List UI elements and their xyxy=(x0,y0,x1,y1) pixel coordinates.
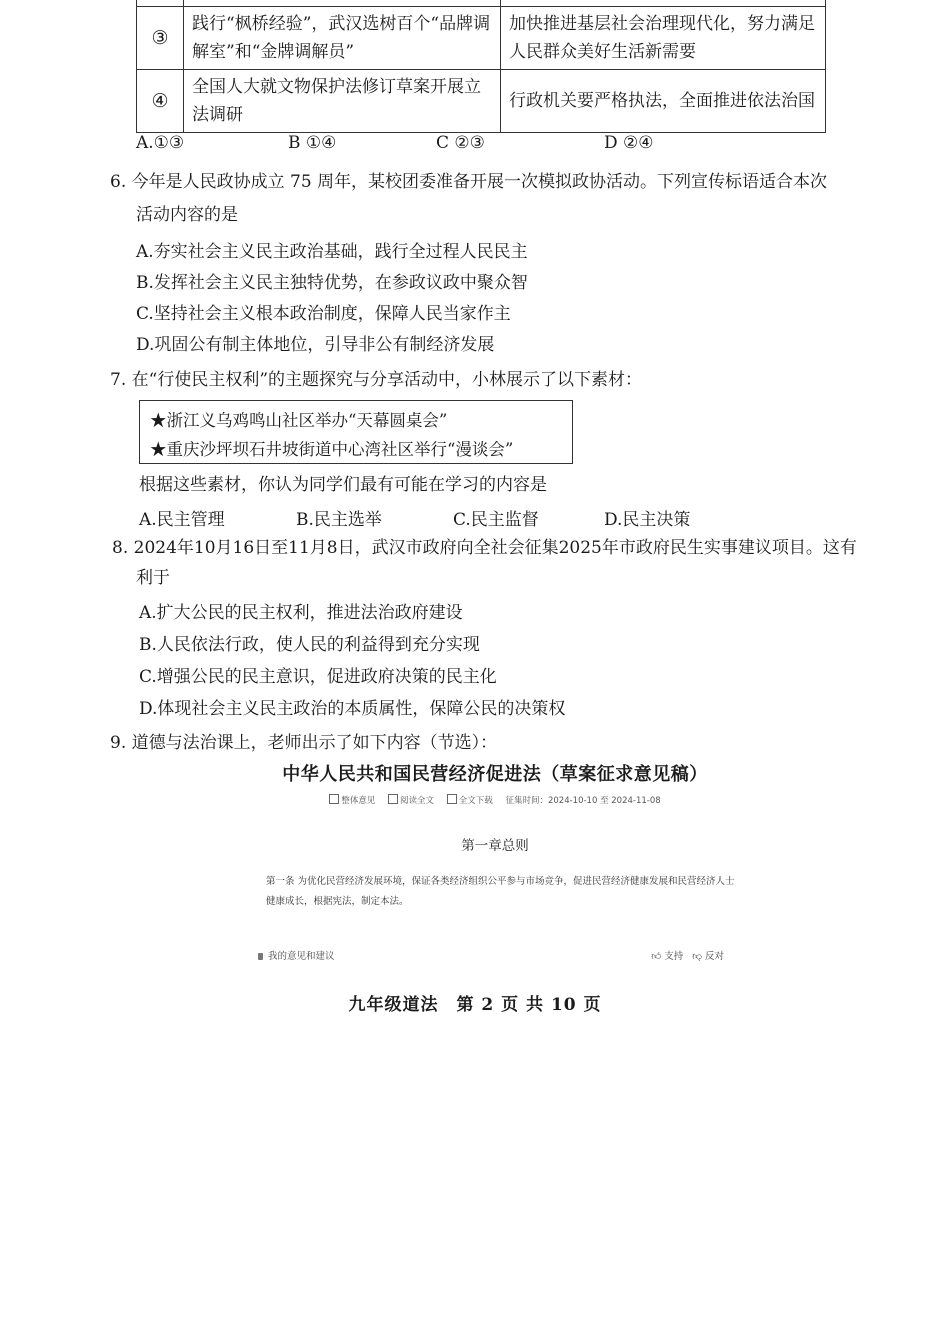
law-chapter-heading: 第一章总则 xyxy=(461,838,529,854)
options-table xyxy=(136,0,826,133)
table-row xyxy=(137,7,826,70)
q7-option-d: D.民主决策 xyxy=(604,510,691,530)
q7-option-c: C.民主监督 xyxy=(453,510,539,530)
download-link[interactable]: 全文下载 xyxy=(447,796,493,806)
list-icon xyxy=(388,794,398,804)
collection-period: 征集时间：2024-10-10 至 2024-11-08 xyxy=(505,796,661,806)
q7-option-b: B.民主选举 xyxy=(296,510,382,530)
q7-ask: 根据这些素材，你认为同学们最有可能在学习的内容是 xyxy=(139,475,547,495)
q7-material-box xyxy=(139,400,573,464)
q8-option-d: D.体现社会主义民主政治的本质属性，保障公民的决策权 xyxy=(139,699,566,719)
row-material: 践行“枫桥经验”，武汉选树百个“品牌调解室”和“金牌调解员” xyxy=(184,7,501,70)
q8-stem-line1: 8. 2024年10月16日至11月8日，武汉市政府向全社会征集2025年市政府民生实事建议项目。这有 xyxy=(112,538,857,558)
q6-option-b: B.发挥社会主义民主独特优势，在参政议政中聚众智 xyxy=(136,273,528,293)
row-number: ③ xyxy=(137,7,184,70)
table-row xyxy=(137,70,826,133)
q6-stem-line2: 活动内容的是 xyxy=(136,205,238,225)
q7-material-2: ★重庆沙坪坝石井坡街道中心湾社区举行“漫谈会” xyxy=(150,440,514,459)
q6-option-c: C.坚持社会主义根本政治制度，保障人民当家作主 xyxy=(136,304,511,324)
choice-b: B ①④ xyxy=(288,133,337,153)
q7-stem: 7. 在“行使民主权利”的主题探究与分享活动中，小林展示了以下素材： xyxy=(110,370,643,390)
law-snippet xyxy=(250,760,740,970)
overall-opinion-link[interactable]: 整体意见 xyxy=(329,796,375,806)
choice-c: C ②③ xyxy=(436,133,485,153)
law-toolbar xyxy=(250,794,740,806)
row-explanation: 行政机关要严格执法，全面推进依法治国 xyxy=(501,70,826,133)
read-full-link[interactable]: 阅读全文 xyxy=(388,796,434,806)
q7-material-1: ★浙江义乌鸡鸣山社区举办“天幕圆桌会” xyxy=(150,411,448,430)
feedback-link[interactable]: 我的意见和建议 xyxy=(258,948,335,962)
law-article-1: 第一条 为优化民营经济发展环境，保证各类经济组织公平参与市场竞争，促进民营经济健康发展和民营经济人士健康成长，根据宪法，制定本法。 xyxy=(266,876,735,907)
row-explanation: 加快推进基层社会治理现代化，努力满足人民群众美好生活新需要 xyxy=(501,7,826,70)
law-title: 中华人民共和国民营经济促进法（草案征求意见稿） xyxy=(282,764,708,785)
page-footer: 九年级道法 第 2 页 共 10 页 xyxy=(348,995,602,1015)
vote-controls xyxy=(651,948,724,962)
oppose-button[interactable]: 👎︎ 反对 xyxy=(692,951,724,962)
q6-option-d: D.巩固公有制主体地位，引导非公有制经济发展 xyxy=(136,335,495,355)
pen-icon xyxy=(258,953,263,960)
q8-option-b: B.人民依法行政，使人民的利益得到充分实现 xyxy=(139,635,480,655)
q6-option-a: A.夯实社会主义民主政治基础，践行全过程人民民主 xyxy=(136,242,528,262)
q6-stem-line1: 6. 今年是人民政协成立 75 周年，某校团委准备开展一次模拟政协活动。下列宣传标语适合本次 xyxy=(110,172,828,192)
row-number: ④ xyxy=(137,70,184,133)
choice-d: D ②④ xyxy=(604,133,654,153)
download-icon xyxy=(447,794,457,804)
row-material: 全国人大就文物保护法修订草案开展立法调研 xyxy=(184,70,501,133)
choice-a: A.①③ xyxy=(136,133,185,153)
edit-icon xyxy=(329,794,339,804)
support-button[interactable]: 👍︎ 支持 xyxy=(651,951,684,962)
q9-stem: 9. 道德与法治课上，老师出示了如下内容（节选）： xyxy=(110,733,498,753)
q8-stem-line2: 利于 xyxy=(136,568,170,588)
q7-option-a: A.民主管理 xyxy=(139,510,225,530)
q8-option-c: C.增强公民的民主意识，促进政府决策的民主化 xyxy=(139,667,497,687)
thumbs-up-icon: 👍︎ xyxy=(651,951,662,962)
q8-option-a: A.扩大公民的民主权利，推进法治政府建设 xyxy=(139,603,463,623)
thumbs-down-icon: 👎︎ xyxy=(692,951,702,962)
